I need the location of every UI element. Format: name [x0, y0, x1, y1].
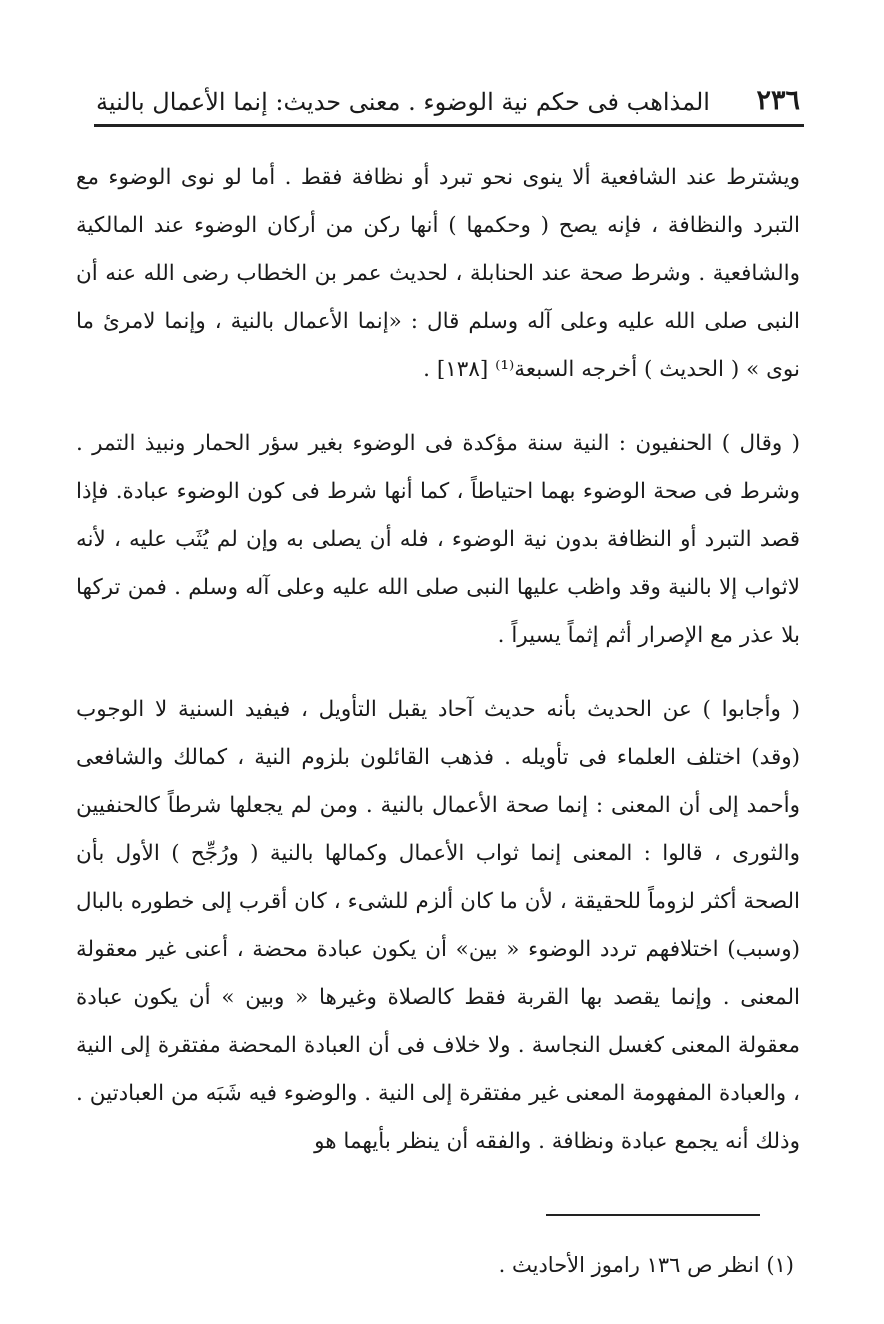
- page-number: ٢٣٦: [756, 85, 800, 116]
- paragraph-2: ( وقال ) الحنفيون : النية سنة مؤكدة فى الوضوء بغير سؤر الحمار ونبيذ التمر . وشرط فى صحة الوضوء بهما احتياطاً ، كما أنها شرط فى كون الوضوء عبادة. فإذا قصد التبرد أو النظافة بدون نية الوضوء ، فله أن يصلى به وإن لم يُثَب عليه ، لأنه لاثواب إلا بالنية وقد واظب عليها النبى صلى الله عليه وعلى آله وسلم . فمن تركها بلا عذر مع الإصرار أثم إثماً يسيراً .: [76, 431, 800, 648]
- paragraph-3: ( وأجابوا ) عن الحديث بأنه حديث آحاد يقبل التأويل ، فيفيد السنية لا الوجوب (وقد) اختلف العلماء فى تأويله . فذهب القائلون بلزوم النية ، كمالك والشافعى وأحمد إلى أن المعنى : إنما صحة الأعمال بالنية . ومن لم يجعلها شرطاً كالحنفيين والثورى ، قالوا : المعنى إنما ثواب الأعمال وكمالها بالنية ( ورُجِّح ) الأول بأن الصحة أكثر لزوماً للحقيقة ، لأن ما كان ألزم للشىء ، كان أقرب إلى خطوره بالبال (وسبب) اختلافهم تردد الوضوء « بين» أن يكون عبادة محضة ، أعنى غير معقولة المعنى . وإنما يقصد بها القربة فقط كالصلاة وغيرها « وبين » أن يكون عبادة معقولة المعنى كغسل النجاسة . ولا خلاف فى أن العبادة المحضة مفتقرة إلى النية ، والعبادة المفهومة المعنى غير مفتقرة إلى النية . والوضوء فيه شَبَه من العبادتين . وذلك أنه يجمع عبادة ونظافة . والفقه أن ينظر بأيهما هو: [76, 697, 800, 1154]
- footnote: (١) انظر ص ١٣٦ راموز الأحاديث .: [498, 1253, 794, 1277]
- paragraph-1: ويشترط عند الشافعية ألا ينوى نحو تبرد أو نظافة فقط . أما لو نوى الوضوء مع التبرد والنظافة ، فإنه يصح ( وحكمها ) أنها ركن من أركان الوضوء عند المالكية والشافعية . وشرط صحة عند الحنابلة ، لحديث عمر بن الخطاب رضى الله عنه أن النبى صلى الله عليه وعلى آله وسلم قال : «إنما الأعمال بالنية ، وإنما لامرئ ما نوى » ( الحديث ) أخرجه السبعة⁽¹⁾ [١٣٨] .: [76, 165, 800, 382]
- header-title: المذاهب فى حكم نية الوضوء . معنى حديث: إنما الأعمال بالنية: [96, 88, 710, 116]
- header-rule: [94, 124, 804, 127]
- footnote-rule: [546, 1214, 760, 1216]
- running-header: [96, 74, 800, 116]
